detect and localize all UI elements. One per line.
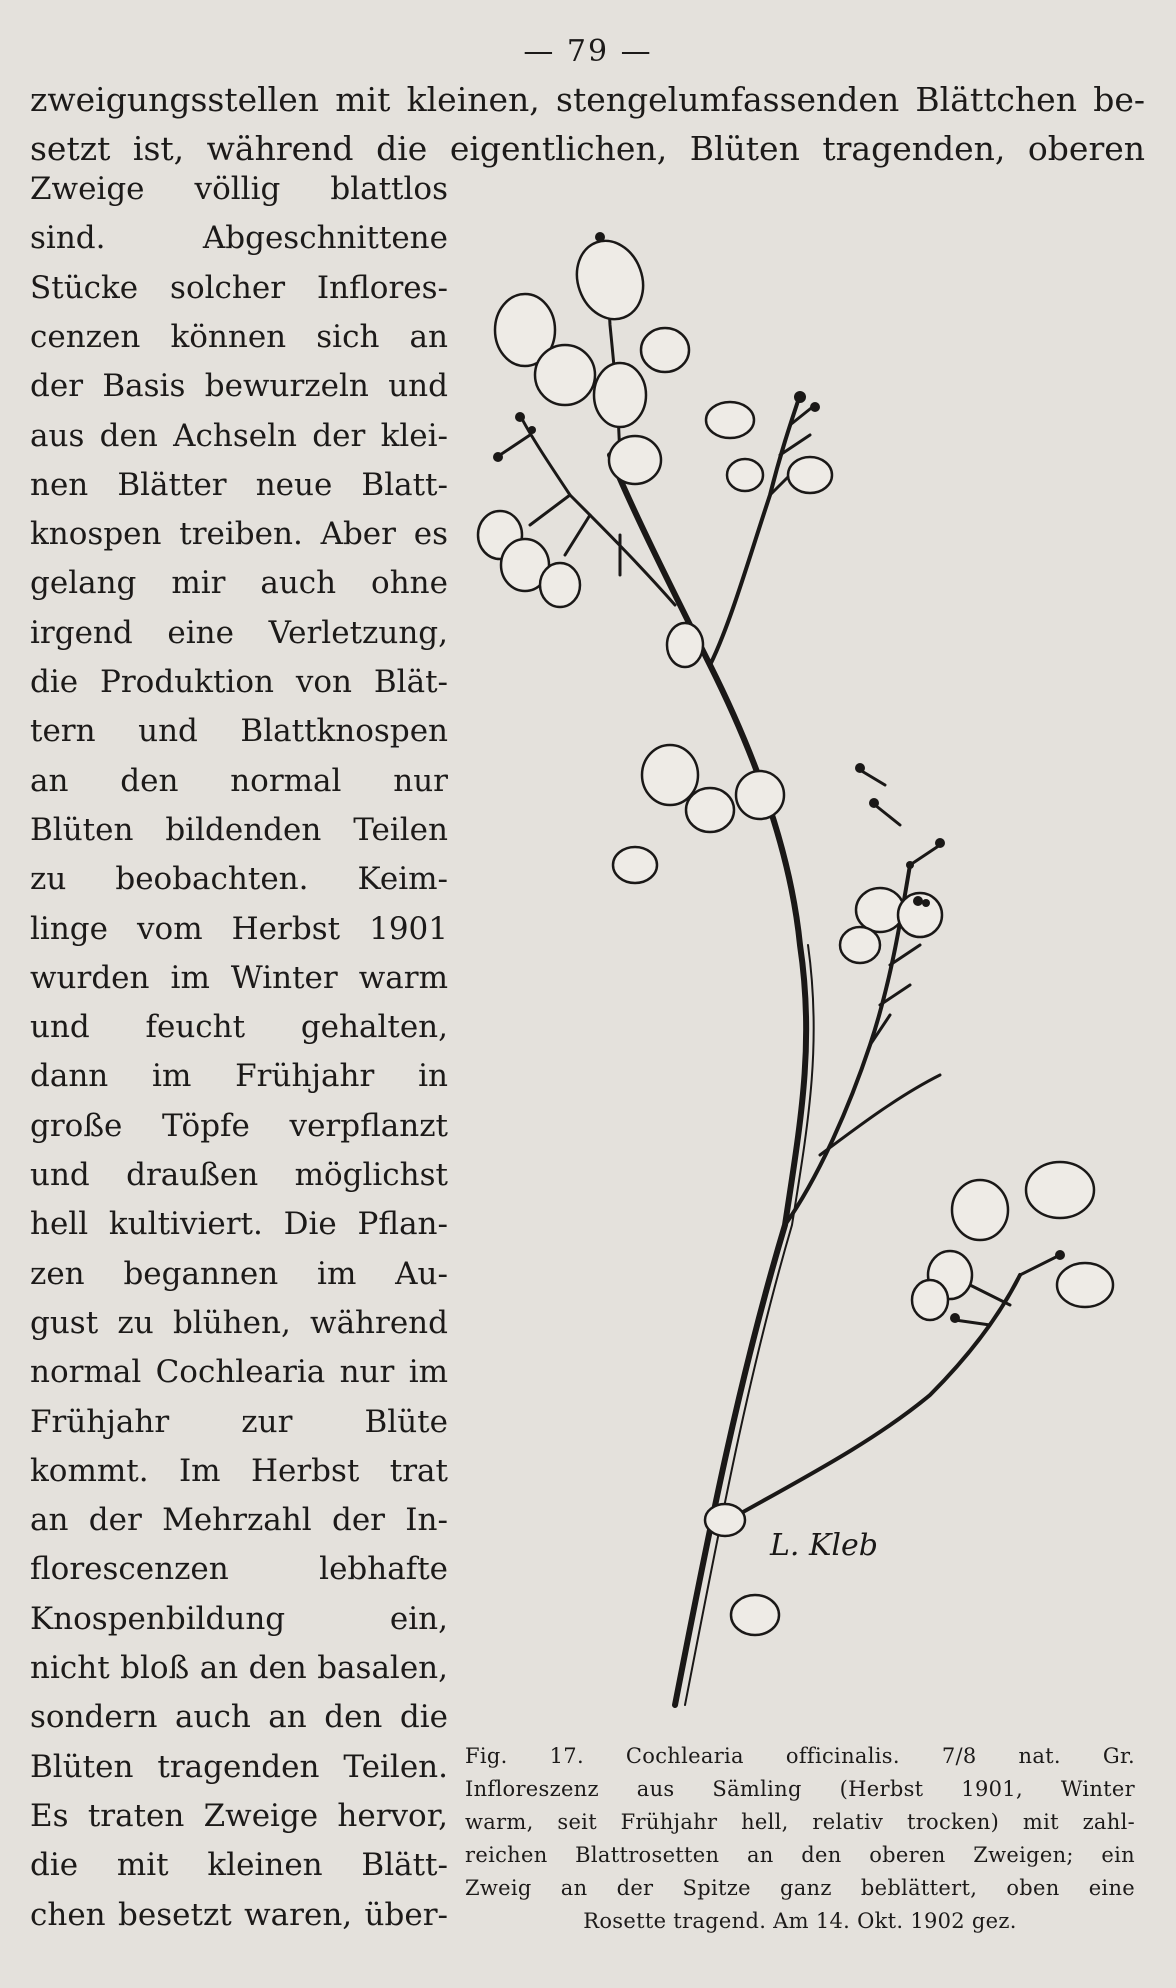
text-line: Stücke solcher Inflores- [30,269,448,306]
text-line: kommt. Im Herbst trat [30,1452,448,1489]
text-line: an der Mehrzahl der In- [30,1502,448,1539]
leaf [594,363,646,427]
leaf [727,459,763,491]
text-line: florescenzen lebhafte [30,1551,448,1588]
caption-line: reichen Blattrosetten an den oberen Zweigen; ein [465,1843,1135,1867]
leaf [566,231,654,328]
leaf [686,788,734,832]
leaf [642,745,698,805]
leaf [952,1180,1008,1240]
text-line: dann im Frühjahr in [30,1058,448,1095]
text-line: Blüten bildenden Teilen [30,811,448,848]
branch-lower-right [720,1275,1020,1525]
text-line: normal Cochlearia nur im [30,1354,448,1391]
text-line: gust zu blühen, während [30,1304,448,1341]
leaf [641,328,689,372]
figure-illustration [470,225,1130,1715]
text-line: setzt ist, während die eigentlichen, Blüten tragenden, oberen [30,129,1145,168]
leaf [912,1280,948,1320]
leaf [1026,1162,1094,1218]
text-line: gelang mir auch ohne [30,565,448,602]
leaf [667,623,703,667]
text-line: tern und Blattknospen [30,713,448,750]
leaf [736,771,784,819]
text-line: zu beobachten. Keim- [30,861,448,898]
leaf [705,1504,745,1536]
leaf [535,345,595,405]
text-line: cenzen können sich an [30,318,448,355]
leaf [1057,1263,1113,1307]
text-line: Blüten tragenden Teilen. [30,1748,448,1785]
text-line: wurden im Winter warm [30,959,448,996]
leaf [840,927,880,963]
text-line: hell kultiviert. Die Pflan- [30,1206,448,1243]
text-line: und draußen möglichst [30,1157,448,1193]
text-line: Es traten Zweige hervor, [30,1797,448,1834]
page-number: — 79 — [523,34,653,69]
text-line: die mit kleinen Blätt- [30,1847,448,1884]
leaf [856,888,904,932]
figure-caption [465,1740,1135,1938]
text-line: chen besetzt waren, über- [30,1896,448,1933]
caption-line: Zweig an der Spitze ganz beblättert, oben eine [465,1876,1135,1900]
text-line: die Produktion von Blät- [30,664,448,700]
text-line: der Basis bewurzeln und [30,368,448,405]
leaf [731,1595,779,1635]
text-line: und feucht gehalten, [30,1009,448,1046]
text-line: Zweige völlig blattlos [30,171,448,207]
text-line: nicht bloß an den basalen, [30,1650,448,1686]
text-line: zen begannen im Au- [30,1255,448,1292]
text-line: Knospenbildung ein, [30,1600,448,1637]
text-line: große Töpfe verpflanzt [30,1107,448,1144]
leaf [609,436,661,484]
leaf [540,563,580,607]
caption-line: Infloreszenz aus Sämling (Herbst 1901, Winter [465,1777,1135,1801]
caption-line: Rosette tragend. Am 14. Okt. 1902 gez. [583,1909,1017,1933]
text-line: zweigungsstellen mit kleinen, stengelumfassenden Blättchen be- [30,80,1145,119]
artist-signature: L. Kleb [770,1528,878,1563]
text-line: irgend eine Verletzung, [30,614,448,651]
caption-line: Fig. 17. Cochlearia officinalis. 7/8 nat. Gr. [465,1744,1135,1768]
caption-line: warm, seit Frühjahr hell, relativ trocken) mit zahl- [465,1810,1135,1834]
text-line: an den normal nur [30,762,448,799]
text-line: sondern auch an den die [30,1699,448,1736]
text-line: aus den Achseln der klei- [30,417,448,454]
cochlearia-drawing [470,225,1130,1715]
text-line: sind. Abgeschnittene [30,220,448,257]
leaf [613,847,657,883]
text-line: knospen treiben. Aber es [30,516,448,553]
text-line: nen Blätter neue Blatt- [30,466,448,503]
text-line: Frühjahr zur Blüte [30,1403,448,1440]
text-line: linge vom Herbst 1901 [30,910,448,947]
leaf [788,457,832,493]
leaf [706,402,754,438]
